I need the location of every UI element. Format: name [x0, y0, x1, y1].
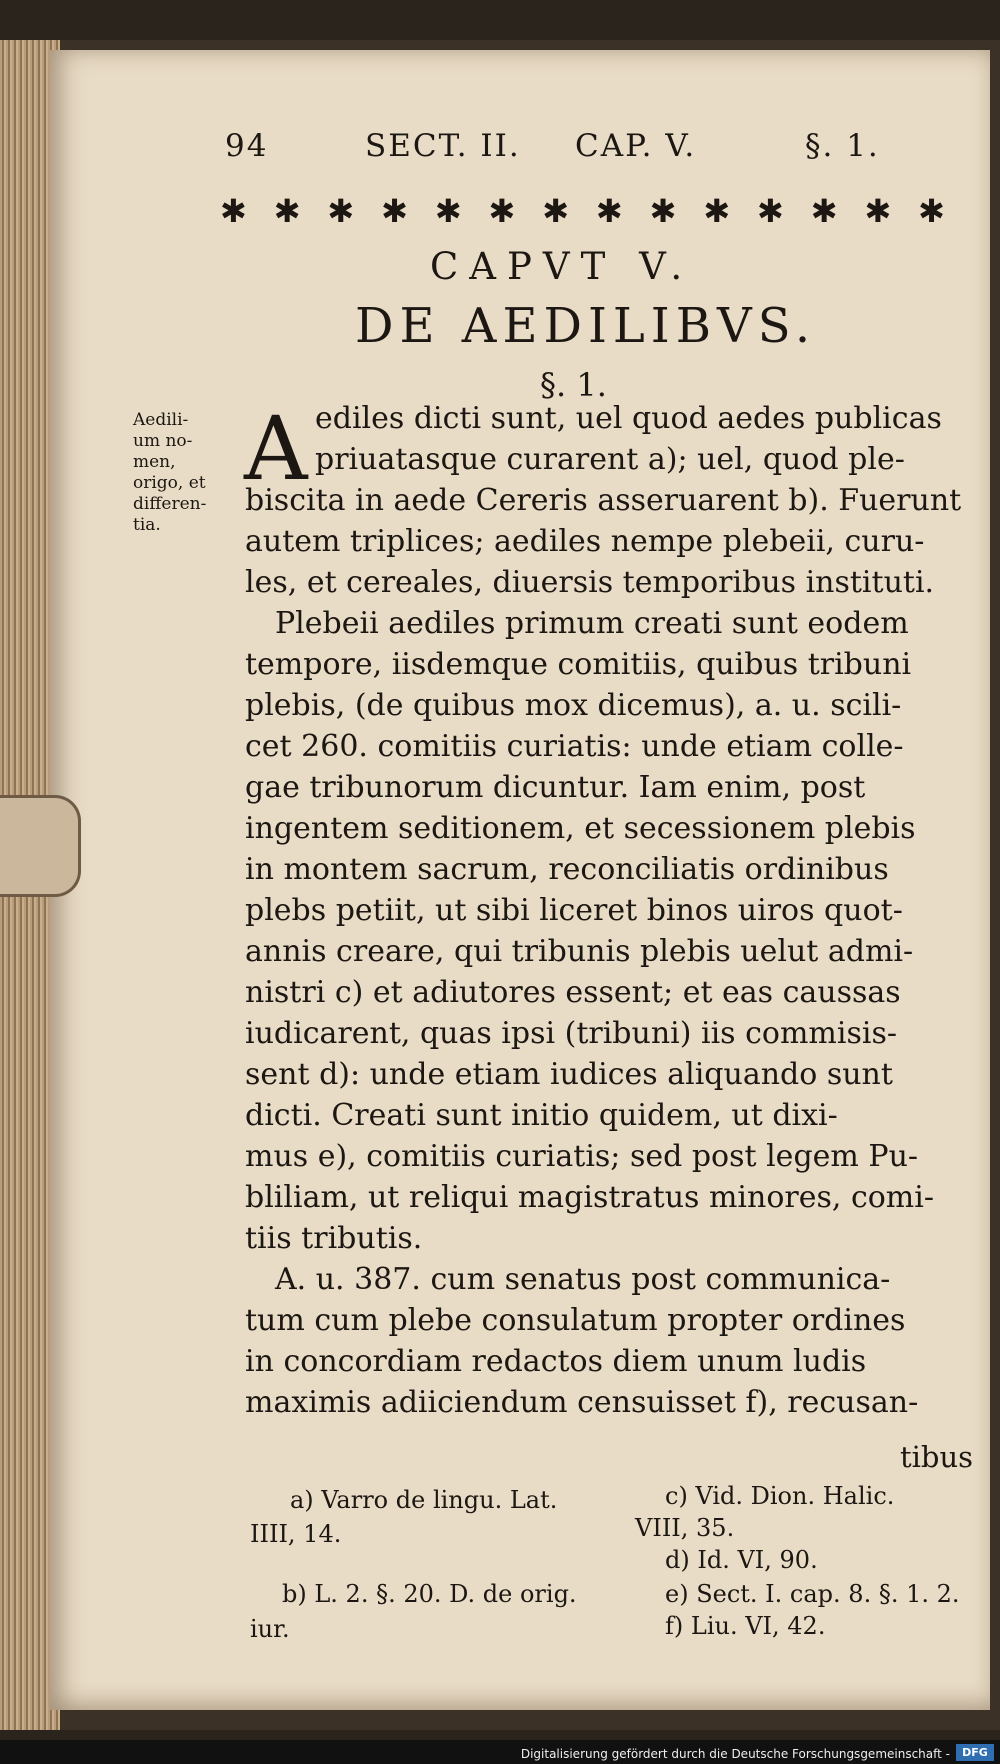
star-ornament: ✱: [273, 192, 301, 230]
text-line: annis creare, qui tribunis plebis uelut admi-: [245, 934, 914, 969]
star-ornament: ✱: [488, 192, 516, 230]
text-line: plebis, (de quibus mox dicemus), a. u. scili-: [245, 688, 902, 723]
body-text: [245, 398, 970, 1423]
text-line: ediles dicti sunt, uel quod aedes publicas: [315, 401, 942, 436]
footnote-a: a) Varro de lingu. Lat.: [290, 1486, 558, 1514]
text-line: ingentem seditionem, et secessionem plebis: [245, 811, 916, 846]
header-chapter: CAP. V.: [575, 128, 697, 164]
footnote-b: b) L. 2. §. 20. D. de orig.: [282, 1580, 577, 1608]
margin-note-line: um no-: [133, 431, 193, 451]
text-line: tiis tributis.: [245, 1221, 423, 1256]
catchword: tibus: [900, 1440, 974, 1474]
ornament-row: [220, 192, 945, 230]
text-line: autem triplices; aediles nempe plebeii, curu-: [245, 524, 925, 559]
funding-credit: Digitalisierung gefördert durch die Deutsche Forschungsgemeinschaft -: [520, 1747, 950, 1761]
header-section: SECT. II.: [365, 128, 521, 164]
star-ornament: ✱: [703, 192, 731, 230]
text-line: dicti. Creati sunt initio quidem, ut dixi-: [245, 1098, 838, 1133]
margin-note-line: tia.: [133, 515, 161, 535]
text-line: in montem sacrum, reconciliatis ordinibus: [245, 852, 889, 887]
text-line: in concordiam redactos diem unum ludis: [245, 1344, 867, 1379]
chapter-heading: CAPVT V.: [430, 245, 694, 288]
text-line: sent d): unde etiam iudices aliquando sunt: [245, 1057, 893, 1092]
footnote-f: f) Liu. VI, 42.: [665, 1612, 826, 1640]
footnote-d: d) Id. VI, 90.: [665, 1546, 818, 1574]
text-line: tempore, iisdemque comitiis, quibus tribuni: [245, 647, 912, 682]
star-ornament: ✱: [220, 192, 247, 230]
dfg-logo: DFG: [956, 1744, 994, 1761]
header-paragraph: §. 1.: [805, 128, 880, 164]
footnote-c: c) Vid. Dion. Halic.: [665, 1482, 895, 1510]
text-line: iudicarent, quas ipsi (tribuni) iis commisis-: [245, 1016, 897, 1051]
footnote-b-cont: iur.: [250, 1615, 290, 1643]
chapter-title: DE AEDILIBVS.: [355, 298, 817, 354]
margin-note-line: origo, et: [133, 473, 206, 493]
text-line: bliliam, ut reliqui magistratus minores, comi-: [245, 1180, 934, 1215]
text-line: maximis adiiciendum censuisset f), recusan-: [245, 1385, 919, 1420]
margin-note-line: men,: [133, 452, 176, 472]
text-line: plebs petiit, ut sibi liceret binos uiros quot-: [245, 893, 903, 928]
star-ornament: ✱: [434, 192, 462, 230]
star-ornament: ✱: [864, 192, 892, 230]
star-ornament: ✱: [542, 192, 570, 230]
bookmark-tab: [0, 795, 81, 897]
text-line: biscita in aede Cereris asseruarent b). Fuerunt: [245, 483, 962, 518]
text-line: A. u. 387. cum senatus post communica-: [275, 1262, 891, 1297]
margin-note-line: Aedili-: [133, 410, 189, 430]
text-line: nistri c) et adiutores essent; et eas caussas: [245, 975, 901, 1010]
text-line: les, et cereales, diuersis temporibus instituti.: [245, 565, 935, 600]
drop-cap: A: [244, 397, 308, 500]
text-line: Plebeii aediles primum creati sunt eodem: [275, 606, 909, 641]
footnote-c-cont: VIII, 35.: [635, 1514, 735, 1542]
digitization-footer: [0, 1740, 1000, 1764]
star-ornament: ✱: [381, 192, 408, 230]
star-ornament: ✱: [810, 192, 838, 230]
text-line: cet 260. comitiis curiatis: unde etiam colle-: [245, 729, 904, 764]
text-line: mus e), comitiis curiatis; sed post legem Pu-: [245, 1139, 919, 1174]
paragraph-mark: §. 1.: [540, 366, 607, 404]
footnote-e: e) Sect. I. cap. 8. §. 1. 2.: [665, 1580, 960, 1608]
text-line: gae tribunorum dicuntur. Iam enim, post: [245, 770, 866, 805]
footnote-a-cont: IIII, 14.: [250, 1520, 342, 1548]
page-number: 94: [225, 128, 269, 164]
running-header: [225, 128, 945, 178]
margin-note-line: differen-: [133, 494, 207, 514]
text-line: tum cum plebe consulatum propter ordines: [245, 1303, 906, 1338]
star-ornament: ✱: [918, 192, 945, 230]
text-line: priuatasque curarent a); uel, quod ple-: [315, 442, 905, 477]
star-ornament: ✱: [757, 192, 784, 230]
star-ornament: ✱: [649, 192, 677, 230]
star-ornament: ✱: [327, 192, 355, 230]
margin-note: [133, 410, 233, 536]
star-ornament: ✱: [595, 192, 623, 230]
